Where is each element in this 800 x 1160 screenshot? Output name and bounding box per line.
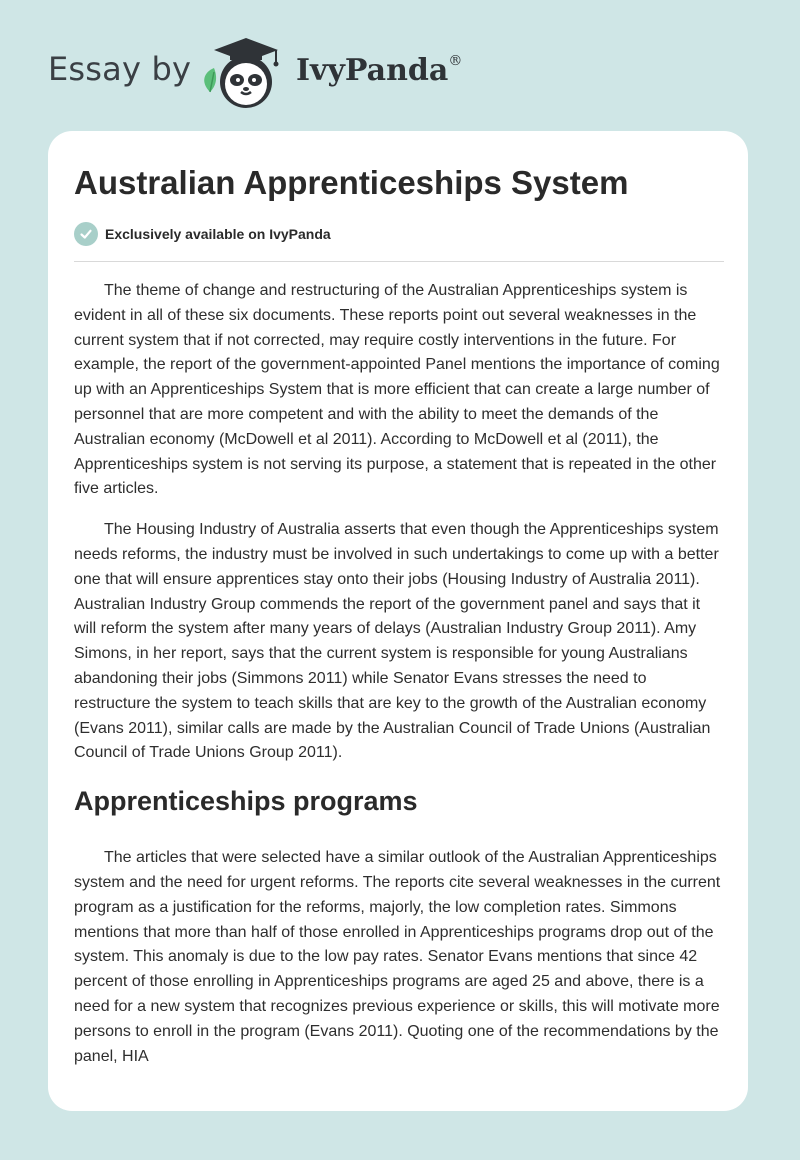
essay-by-label: Essay by bbox=[48, 50, 192, 88]
divider bbox=[74, 261, 724, 262]
brand-text: IvyPanda bbox=[296, 53, 449, 88]
brand-name[interactable] bbox=[296, 53, 462, 88]
section-heading: Apprenticeships programs bbox=[74, 786, 418, 817]
article-card bbox=[48, 131, 748, 1111]
article-body bbox=[74, 279, 726, 1085]
site-header bbox=[0, 0, 800, 128]
panda-logo-icon[interactable] bbox=[196, 28, 292, 112]
trademark-symbol: ® bbox=[448, 53, 463, 69]
paragraph: The articles that were selected have a similar outlook of the Australian Apprenticeships system and the need for urgent reforms. The reports cite several weaknesses in the current program as a justification for the reforms, majorly, the low completion rates. Simmons mentions that more than half of those enrolled in Apprenticeships programs drop out of the system. This anomaly is due to the low pay rates. Senator Evans mentions that since 42 percent of those enrolling in Apprenticeships programs are aged 25 and above, there is a need for a new system that recognizes previous experience or skills, this will motivate more persons to enroll in the program (Evans 2011). Quoting one of the recommendations by the panel, HIA bbox=[74, 849, 721, 1065]
paragraph: The theme of change and restructuring of the Australian Apprenticeships system is evident in all of these six documents. These reports point out several weaknesses in the current system that if not corrected, may require costly interventions in the future. For example, the report of the government-appointed Panel mentions the importance of coming up with an Apprenticeships System that is more efficient that can create a large number of personnel that are more competent and with the ability to meet the demands of the Australian economy (McDowell et al 2011). According to McDowell et al (2011), the Apprenticeships system is not serving its purpose, a statement that is repeated in the other five articles. bbox=[74, 282, 720, 498]
article-title: Australian Apprenticeships System bbox=[74, 164, 629, 201]
exclusive-badge bbox=[74, 222, 331, 246]
paragraph: The Housing Industry of Australia asserts that even though the Apprenticeships system needs reforms, the industry must be involved in such undertakings to come up with a better one that will ensure apprentices stay onto their jobs (Housing Industry of Australia 2011). Australian Industry Group commends the report of the government panel and says that it will reform the system after many years of delays (Australian Industry Group 2011). Amy Simons, in her report, says that the current system is responsible for young Australians abandoning their jobs (Simmons 2011) while Senator Evans stresses the need to restructure the system to teach skills that are key to the growth of the Australian economy (Evans 2011), similar calls are made by the Australian Council of Trade Unions (Australian Council of Trade Unions Group 2011). bbox=[74, 521, 719, 762]
exclusive-badge-label: Exclusively available on IvyPanda bbox=[105, 226, 331, 242]
check-icon bbox=[74, 222, 98, 246]
